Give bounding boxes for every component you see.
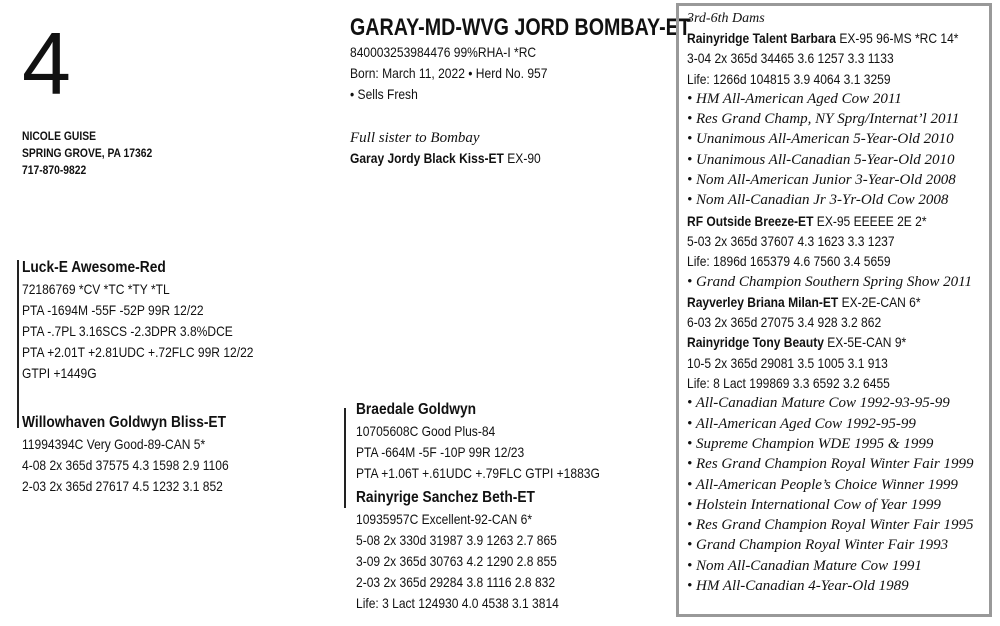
sire-block [22, 257, 291, 384]
dam-block [22, 412, 262, 497]
consignor-location: SPRING GROVE, PA 17362 [22, 146, 153, 160]
dam-line: 2-03 2x 365d 27617 4.5 1232 3.1 852 [22, 478, 223, 494]
dam-entry-class: EX-2E-CAN 6* [841, 293, 921, 310]
animal-registration: 840003253984476 99%RHA-I *RC [350, 44, 537, 60]
mgd-line: Life: 3 Lact 124930 4.0 4538 3.1 3814 [356, 595, 559, 611]
mgs-line: PTA -664M -5F -10P 99R 12/23 [356, 444, 525, 460]
mgd-line: 5-08 2x 330d 31987 3.9 1263 2.7 865 [356, 532, 557, 548]
dam-entry-title [687, 211, 947, 231]
mgd-name: Rainyrige Sanchez Beth-ET [356, 489, 535, 506]
dam-entry-title [687, 332, 947, 352]
dam-entry-class: EX-95 EEEEE 2E 2* [816, 212, 927, 229]
mgd-line: 2-03 2x 365d 29284 3.8 1116 2.8 832 [356, 574, 556, 590]
dam-entry-honor: • Supreme Champion WDE 1995 & 1999 [687, 435, 934, 452]
pedigree-bracket-left [17, 260, 19, 428]
dam-entry-honor: • Nom All-Canadian Mature Cow 1991 [687, 557, 922, 574]
dam-entry-name: Rayverley Briana Milan-ET [687, 293, 839, 310]
dam-entry-record: Life: 8 Lact 199869 3.3 6592 3.2 6455 [687, 375, 890, 392]
dam-entry-honor: • All-Canadian Mature Cow 1992-93-95-99 [687, 395, 950, 412]
full-sister-block [350, 128, 572, 169]
mgs-block [356, 399, 640, 484]
sire-line: PTA +2.01T +2.81UDC +.72FLC 99R 12/22 [22, 344, 254, 360]
dam-entry-honor: • All-American Aged Cow 1992-95-99 [687, 415, 916, 432]
dam-entry-name: RF Outside Breeze-ET [687, 212, 814, 229]
dam-entry-honor: • All-American People’s Choice Winner 1999 [687, 476, 958, 493]
mgs-line: PTA +1.06T +.61UDC +.79FLC GTPI +1883G [356, 465, 600, 481]
consignor-block [22, 128, 173, 179]
dam-entry-name: Rainyridge Tony Beauty [687, 334, 824, 351]
dam-entry-honor: • HM All-American Aged Cow 2011 [687, 90, 902, 107]
animal-info [350, 42, 580, 105]
full-sister-name: Garay Jordy Black Kiss-ET [350, 150, 504, 166]
animal-born: Born: March 11, 2022 • Herd No. 957 [350, 65, 548, 81]
dam-entry-name: Rainyridge Talent Barbara [687, 30, 836, 46]
sire-line: GTPI +1449G [22, 365, 97, 381]
full-sister-line [350, 148, 541, 169]
dam-entry-honor: • Res Grand Champion Royal Winter Fair 1995 [687, 517, 974, 534]
dam-entry-honor: • Unanimous All-American 5-Year-Old 2010 [687, 131, 954, 148]
dam-entry-honor: • Nom All-American Junior 3-Year-Old 2008 [687, 172, 956, 189]
dam-entry-record: Life: 1896d 165379 4.6 7560 3.4 5659 [687, 253, 891, 270]
full-sister-class: EX-90 [507, 150, 541, 166]
dam-entry-record: 6-03 2x 365d 27075 3.4 928 3.2 862 [687, 314, 882, 331]
dam-name: Willowhaven Goldwyn Bliss-ET [22, 414, 227, 431]
sire-line: PTA -.7PL 3.16SCS -2.3DPR 3.8%DCE [22, 323, 233, 339]
mgd-line: 3-09 2x 365d 30763 4.2 1290 2.8 855 [356, 553, 557, 569]
dam-entry-honor: • Res Grand Champion Royal Winter Fair 1999 [687, 456, 974, 473]
dam-entry-record: Life: 1266d 104815 3.9 4064 3.1 3259 [687, 70, 891, 87]
lot-number: 4 [22, 14, 71, 113]
sire-name: Luck-E Awesome-Red [22, 259, 166, 276]
dam-entry-honor: • Holstein International Cow of Year 1999 [687, 496, 941, 513]
dam-entry-honor: • Grand Champion Southern Spring Show 2011 [687, 273, 972, 290]
dam-entry-title [687, 292, 947, 312]
dam-entry-honor: • Nom All-Canadian Jr 3-Yr-Old Cow 2008 [687, 192, 949, 209]
mgd-block [356, 487, 592, 614]
dam-entry-honor: • Res Grand Champ, NY Sprg/Internat’l 2011 [687, 111, 960, 128]
sire-line: 72186769 *CV *TC *TY *TL [22, 281, 170, 297]
pedigree-bracket-right [344, 408, 346, 508]
dam-entry-class: EX-95 96-MS *RC 14* [839, 30, 959, 46]
full-sister-label: Full sister to Bombay [350, 130, 480, 146]
dams-heading: 3rd-6th Dams [687, 11, 765, 26]
mgs-line: 10705608C Good Plus-84 [356, 423, 496, 439]
dam-entry-honor: • Unanimous All-Canadian 5-Year-Old 2010 [687, 151, 955, 168]
dam-entry-honor: • Grand Champion Royal Winter Fair 1993 [687, 537, 949, 554]
mgd-line: 10935957C Excellent-92-CAN 6* [356, 511, 533, 527]
dam-entry-record: 5-03 2x 365d 37607 4.3 1623 3.3 1237 [687, 232, 895, 249]
dam-entry-title [687, 28, 959, 48]
dam-entry-record: 10-5 2x 365d 29081 3.5 1005 3.1 913 [687, 354, 888, 371]
sire-line: PTA -1694M -55F -52P 99R 12/22 [22, 302, 204, 318]
dam-entry-honor: • HM All-Canadian 4-Year-Old 1989 [687, 578, 909, 595]
animal-name: GARAY-MD-WVG JORD BOMBAY-ET [350, 14, 691, 41]
dam-entry-class: EX-5E-CAN 9* [827, 334, 907, 351]
consignor-phone: 717-870-9822 [22, 163, 87, 177]
dam-line: 11994394C Very Good-89-CAN 5* [22, 436, 206, 452]
consignor-name: NICOLE GUISE [22, 129, 96, 143]
dams-box [676, 3, 992, 617]
dam-line: 4-08 2x 365d 37575 4.3 1598 2.9 1106 [22, 457, 229, 473]
animal-note: • Sells Fresh [350, 86, 418, 102]
dam-entry-record: 3-04 2x 365d 34465 3.6 1257 3.3 1133 [687, 50, 894, 67]
mgs-name: Braedale Goldwyn [356, 401, 477, 418]
